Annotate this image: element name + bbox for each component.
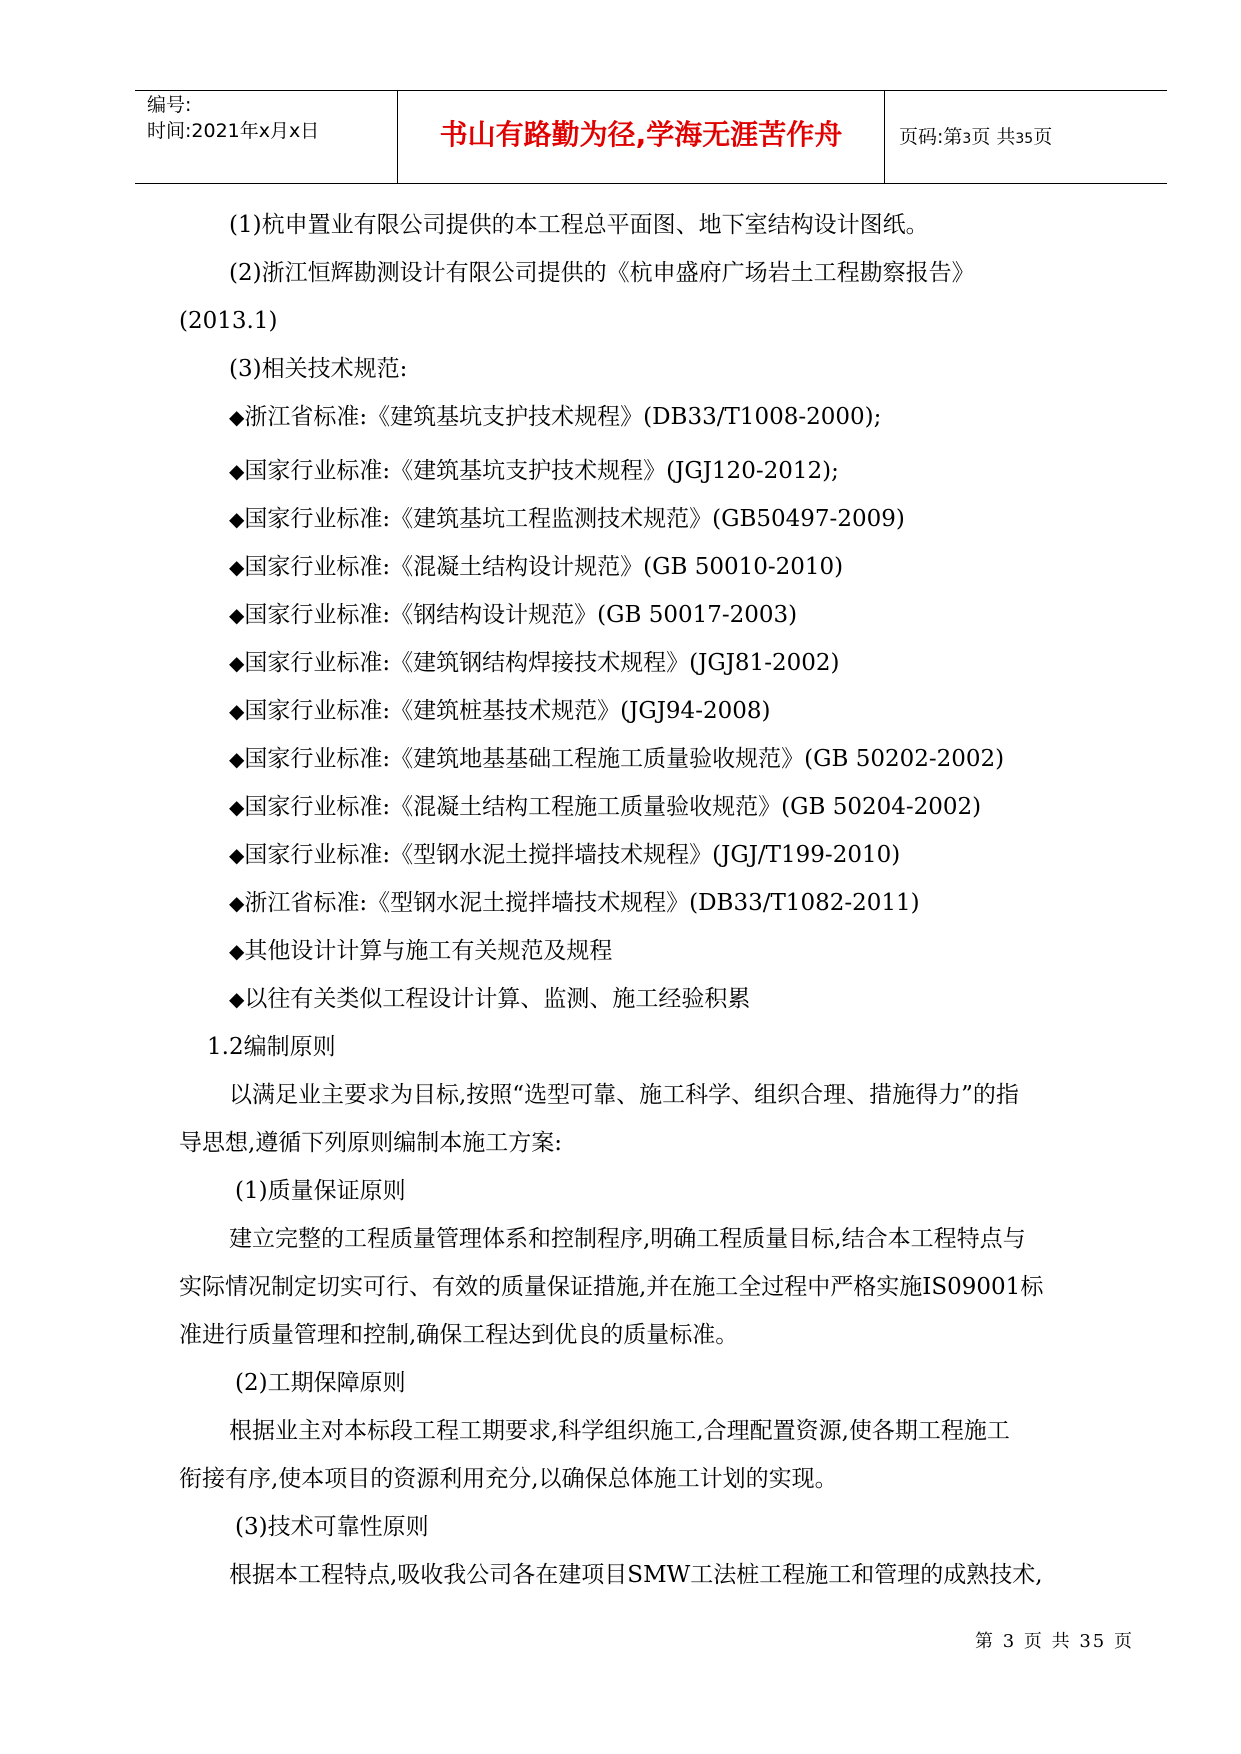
subheading: (2)工期保障原则 [235,1370,406,1396]
document-number-label: 编号: [147,94,192,116]
standard-list-item: ◆国家行业标准:《建筑地基基础工程施工质量验收规范》(GB 50202-2002) [229,746,1005,772]
bullet-diamond-icon: ◆ [229,795,245,819]
standard-list-item: ◆国家行业标准:《钢结构设计规范》(GB 50017-2003) [229,602,798,628]
standard-list-item: ◆其他设计计算与施工有关规范及规程 [229,938,613,964]
standard-list-item: ◆浙江省标准:《建筑基坑支护技术规程》(DB33/T1008-2000); [229,404,882,430]
standard-list-item: ◆以往有关类似工程设计计算、监测、施工经验积累 [229,986,751,1012]
standard-list-item: ◆国家行业标准:《建筑桩基技术规范》(JGJ94-2008) [229,698,771,724]
paragraph-line: 建立完整的工程质量管理体系和控制程序,明确工程质量目标,结合本工程特点与 [229,1226,1026,1252]
paragraph-line: 根据本工程特点,吸收我公司各在建项目SMW工法桩工程施工和管理的成熟技术, [229,1562,1043,1588]
header-motto-cell [398,91,885,183]
standard-list-item: ◆浙江省标准:《型钢水泥土搅拌墙技术规程》(DB33/T1082-2011) [229,890,920,916]
header-page-cell [885,91,1167,183]
standard-list-item: ◆国家行业标准:《建筑基坑支护技术规程》(JGJ120-2012); [229,458,839,484]
paragraph-line: (1)杭申置业有限公司提供的本工程总平面图、地下室结构设计图纸。 [229,212,929,238]
paragraph-line: 准进行质量管理和控制,确保工程达到优良的质量标准。 [179,1322,739,1348]
header-motto: 书山有路勤为径,学海无涯苦作舟 [439,118,843,151]
subheading: (3)技术可靠性原则 [235,1514,429,1540]
bullet-diamond-icon: ◆ [229,987,245,1011]
standard-list-item: ◆国家行业标准:《型钢水泥土搅拌墙技术规程》(JGJ/T199-2010) [229,842,901,868]
page-current: 3 [962,131,972,147]
standard-list-item: ◆国家行业标准:《混凝土结构设计规范》(GB 50010-2010) [229,554,844,580]
bullet-diamond-icon: ◆ [229,555,245,579]
bullet-diamond-icon: ◆ [229,843,245,867]
bullet-diamond-icon: ◆ [229,939,245,963]
document-time-label: 时间:2021年x月x日 [147,120,320,142]
header-left-cell [135,91,398,183]
page-total: 35 [1015,131,1034,147]
bullet-diamond-icon: ◆ [229,603,245,627]
bullet-diamond-icon: ◆ [229,651,245,675]
paragraph-line: 实际情况制定切实可行、有效的质量保证措施,并在施工全过程中严格实施IS09001标 [179,1274,1044,1300]
standard-list-item: ◆国家行业标准:《混凝土结构工程施工质量验收规范》(GB 50204-2002) [229,794,982,820]
subheading: (1)质量保证原则 [235,1178,406,1204]
paragraph-line: (2)浙江恒辉勘测设计有限公司提供的《杭申盛府广场岩土工程勘察报告》 [229,260,975,286]
bullet-diamond-icon: ◆ [229,891,245,915]
page-footer: 第 3 页 共 35 页 [975,1631,1134,1652]
paragraph-line: 衔接有序,使本项目的资源利用充分,以确保总体施工计划的实现。 [179,1466,838,1492]
header-page-number [899,125,1052,151]
page-end-label: 页 [1033,126,1053,148]
paragraph-line: (3)相关技术规范: [229,356,408,382]
page-label: 页码:第 [899,126,963,148]
standard-list-item: ◆国家行业标准:《建筑基坑工程监测技术规范》(GB50497-2009) [229,506,905,532]
page-mid-label: 页 共 [971,126,1016,148]
paragraph-line: 以满足业主要求为目标,按照“选型可靠、施工科学、组织合理、措施得力”的指 [229,1082,1019,1108]
bullet-diamond-icon: ◆ [229,699,245,723]
paragraph-line: (2013.1) [179,308,278,334]
standard-list-item: ◆国家行业标准:《建筑钢结构焊接技术规程》(JGJ81-2002) [229,650,840,676]
paragraph-line: 导思想,遵循下列原则编制本施工方案: [179,1130,563,1156]
bullet-diamond-icon: ◆ [229,507,245,531]
page-header [135,90,1167,184]
section-heading: 1.2编制原则 [207,1034,336,1060]
bullet-diamond-icon: ◆ [229,747,245,771]
bullet-diamond-icon: ◆ [229,459,245,483]
paragraph-line: 根据业主对本标段工程工期要求,科学组织施工,合理配置资源,使各期工程施工 [229,1418,1010,1444]
bullet-diamond-icon: ◆ [229,405,245,429]
